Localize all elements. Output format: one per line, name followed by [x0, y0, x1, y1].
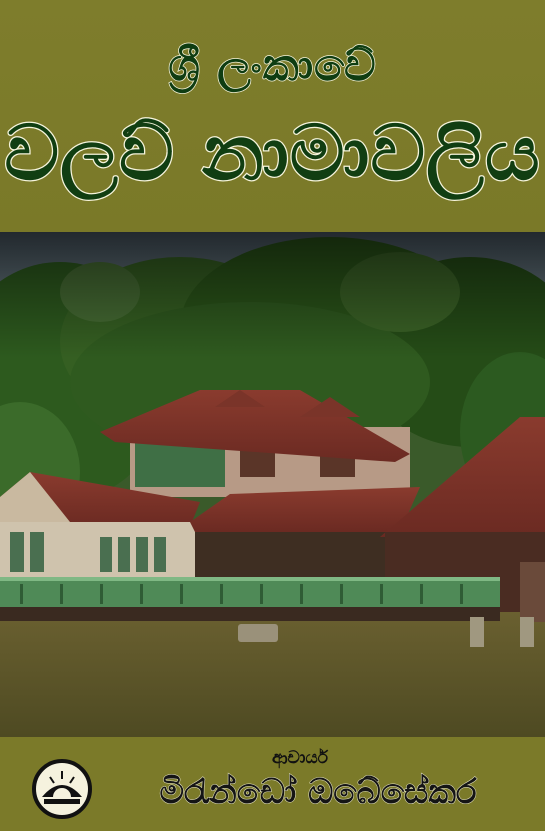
book-title: වලව් නාමාවලිය	[4, 108, 541, 197]
book-subtitle: ශ්‍රී ලංකාවේ	[168, 40, 377, 91]
author-name: මිරැන්ඩෝ ඔබේසේකර	[159, 772, 477, 812]
manor-house-photo	[0, 232, 545, 737]
publisher-logo-icon	[30, 757, 94, 821]
photo-shade	[0, 232, 545, 737]
author-title: ආචාර්ය	[272, 748, 328, 768]
